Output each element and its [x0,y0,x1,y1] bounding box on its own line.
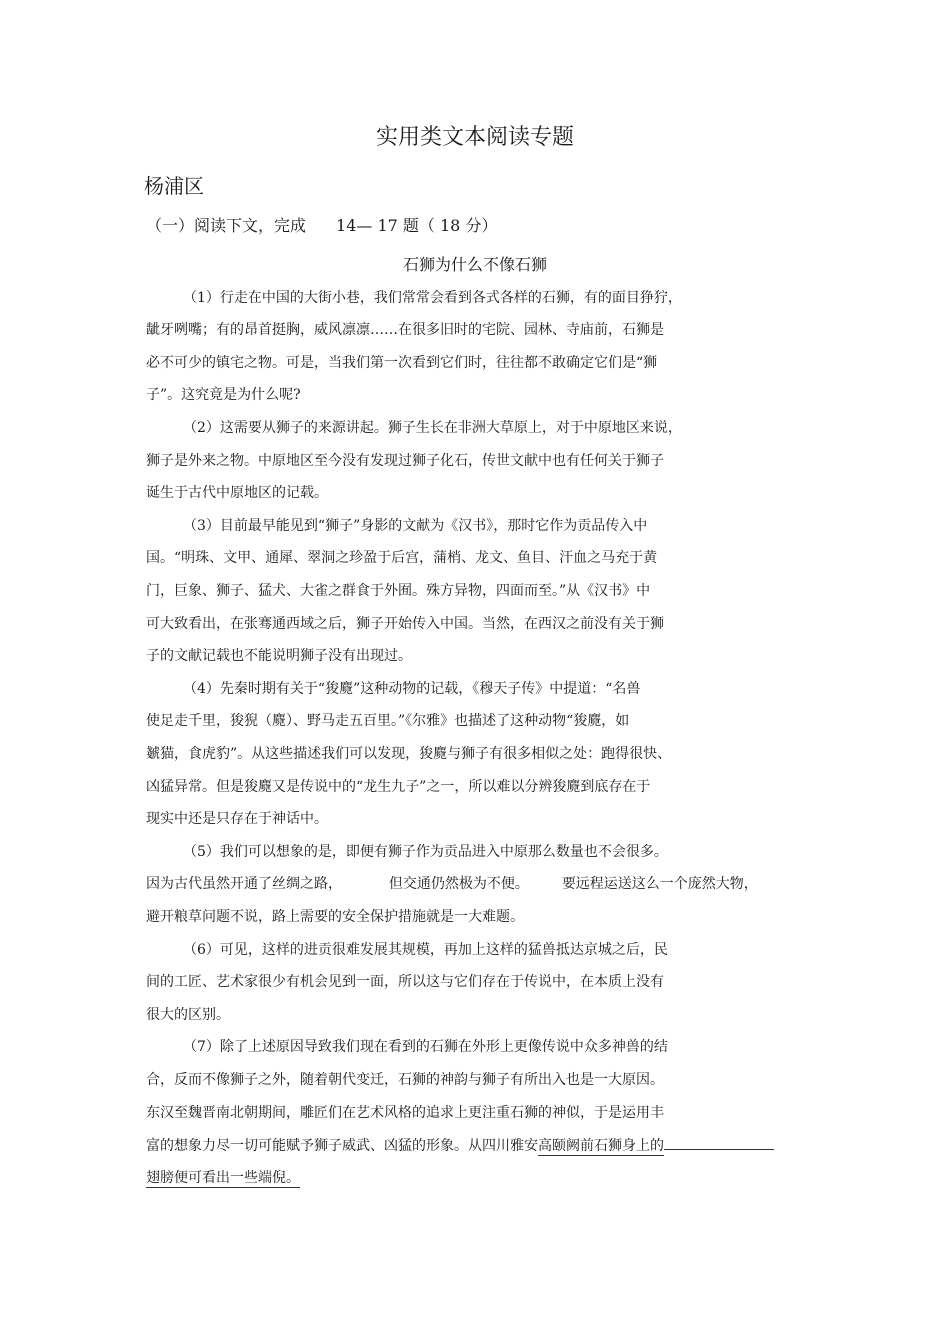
text-line: 间的工匠、艺术家很少有机会见到一面，所以这与它们存在于传说中，在本质上没有 [146,974,664,990]
article-title: 石狮为什么不像石狮 [402,255,547,274]
section-heading [146,213,497,236]
section-range: 14— 17 题（ 18 分） [336,216,498,235]
text-line: 现实中还是只存在于神话中。 [146,811,328,827]
text-line-spaced [146,874,758,894]
underlined-segment: 高颐阙前石狮身上的 [538,1138,664,1154]
text-line: 可大致看出，在张骞通西域之后，狮子开始传入中国。当然，在西汉之前没有关于狮 [146,616,664,632]
segment-a: 因为古代虽然开通了丝绸之路， [146,876,342,892]
text-line: 必不可少的镇宅之物。可是，当我们第一次看到它们时，往往都不敢确定它们是“狮 [146,355,658,371]
plain-segment: 富的想象力尽一切可能赋予狮子威武、凶猛的形象。从四川雅安 [146,1138,538,1154]
text-line: （6）可见，这样的进贡很难发展其规模，再加上这样的猛兽抵达京城之后，民 [183,942,668,958]
underline-blank [664,1135,774,1150]
text-line: （3）目前最早能见到“狮子”身影的文献为《汉书》，那时它作为贡品传入中 [183,518,648,534]
text-line: 东汉至魏晋南北朝期间，雕匠们在艺术风格的追求上更注重石狮的神似，于是运用丰 [146,1105,664,1121]
text-line: 诞生于古代中原地区的记载。 [146,485,328,501]
text-line-last [146,1168,300,1188]
text-line: （2）这需要从狮子的来源讲起。狮子生长在非洲大草原上，对于中原地区来说， [183,420,682,436]
text-line: 避开粮草问题不说，路上需要的安全保护措施就是一大难题。 [146,909,524,925]
text-line: 合，反而不像狮子之外，随着朝代变迁，石狮的神韵与狮子有所出入也是一大原因。 [146,1072,664,1088]
text-line: （7）除了上述原因导致我们现在看到的石狮在外形上更像传说中众多神兽的结 [183,1039,668,1055]
section-prefix: （一）阅读下文，完成 [146,216,307,235]
underlined-last-segment: 翅膀便可看出一些端倪。 [146,1170,300,1186]
district-heading: 杨浦区 [144,174,204,198]
segment-c: 要远程运送这么一个庞然大物， [561,876,758,892]
text-line: （1）行走在中国的大街小巷，我们常常会看到各式各样的石狮，有的面目狰狞， [183,290,682,306]
text-line: （4）先秦时期有关于“狻麑”这种动物的记载，《穆天子传》中提道：“名兽 [183,681,641,697]
text-line: 国。“明珠、文甲、通犀、翠洞之珍盈于后宫，蒲梢、龙文、鱼目、汗血之马充于黄 [146,550,658,566]
text-line: 使足走千里，狻猊（麑）、野马走五百里。”《尔雅》也描述了这种动物“狻麑，如 [146,713,630,729]
text-line: 门，巨象、狮子、猛犬、大雀之群食于外囿。殊方异物，四面而至。”从《汉书》中 [146,583,651,599]
segment-b: 但交通仍然极为不便。 [388,876,529,892]
text-line: 狮子是外来之物。中原地区至今没有发现过狮子化石，传世文献中也有任何关于狮子 [146,453,664,469]
text-line: 凶猛异常。但是狻麑又是传说中的“龙生九子”之一，所以难以分辨狻麑到底存在于 [146,779,651,795]
text-line: 子”。这究竟是为什么呢? [146,387,301,403]
text-line: 虦猫，食虎豹”。从这些描述我们可以发现，狻麑与狮子有很多相似之处：跑得很快、 [146,746,672,762]
text-line: 很大的区别。 [146,1007,230,1023]
document-title: 实用类文本阅读专题 [375,125,574,150]
text-line: （5）我们可以想象的是，即便有狮子作为贡品进入中原那么数量也不会很多。 [183,844,668,860]
text-line-underlined [146,1135,774,1156]
text-line: 子的文献记载也不能说明狮子没有出现过。 [146,648,412,664]
text-line: 龇牙咧嘴；有的昂首挺胸，威风凛凛……在很多旧时的宅院、园林、寺庙前，石狮是 [146,322,664,338]
